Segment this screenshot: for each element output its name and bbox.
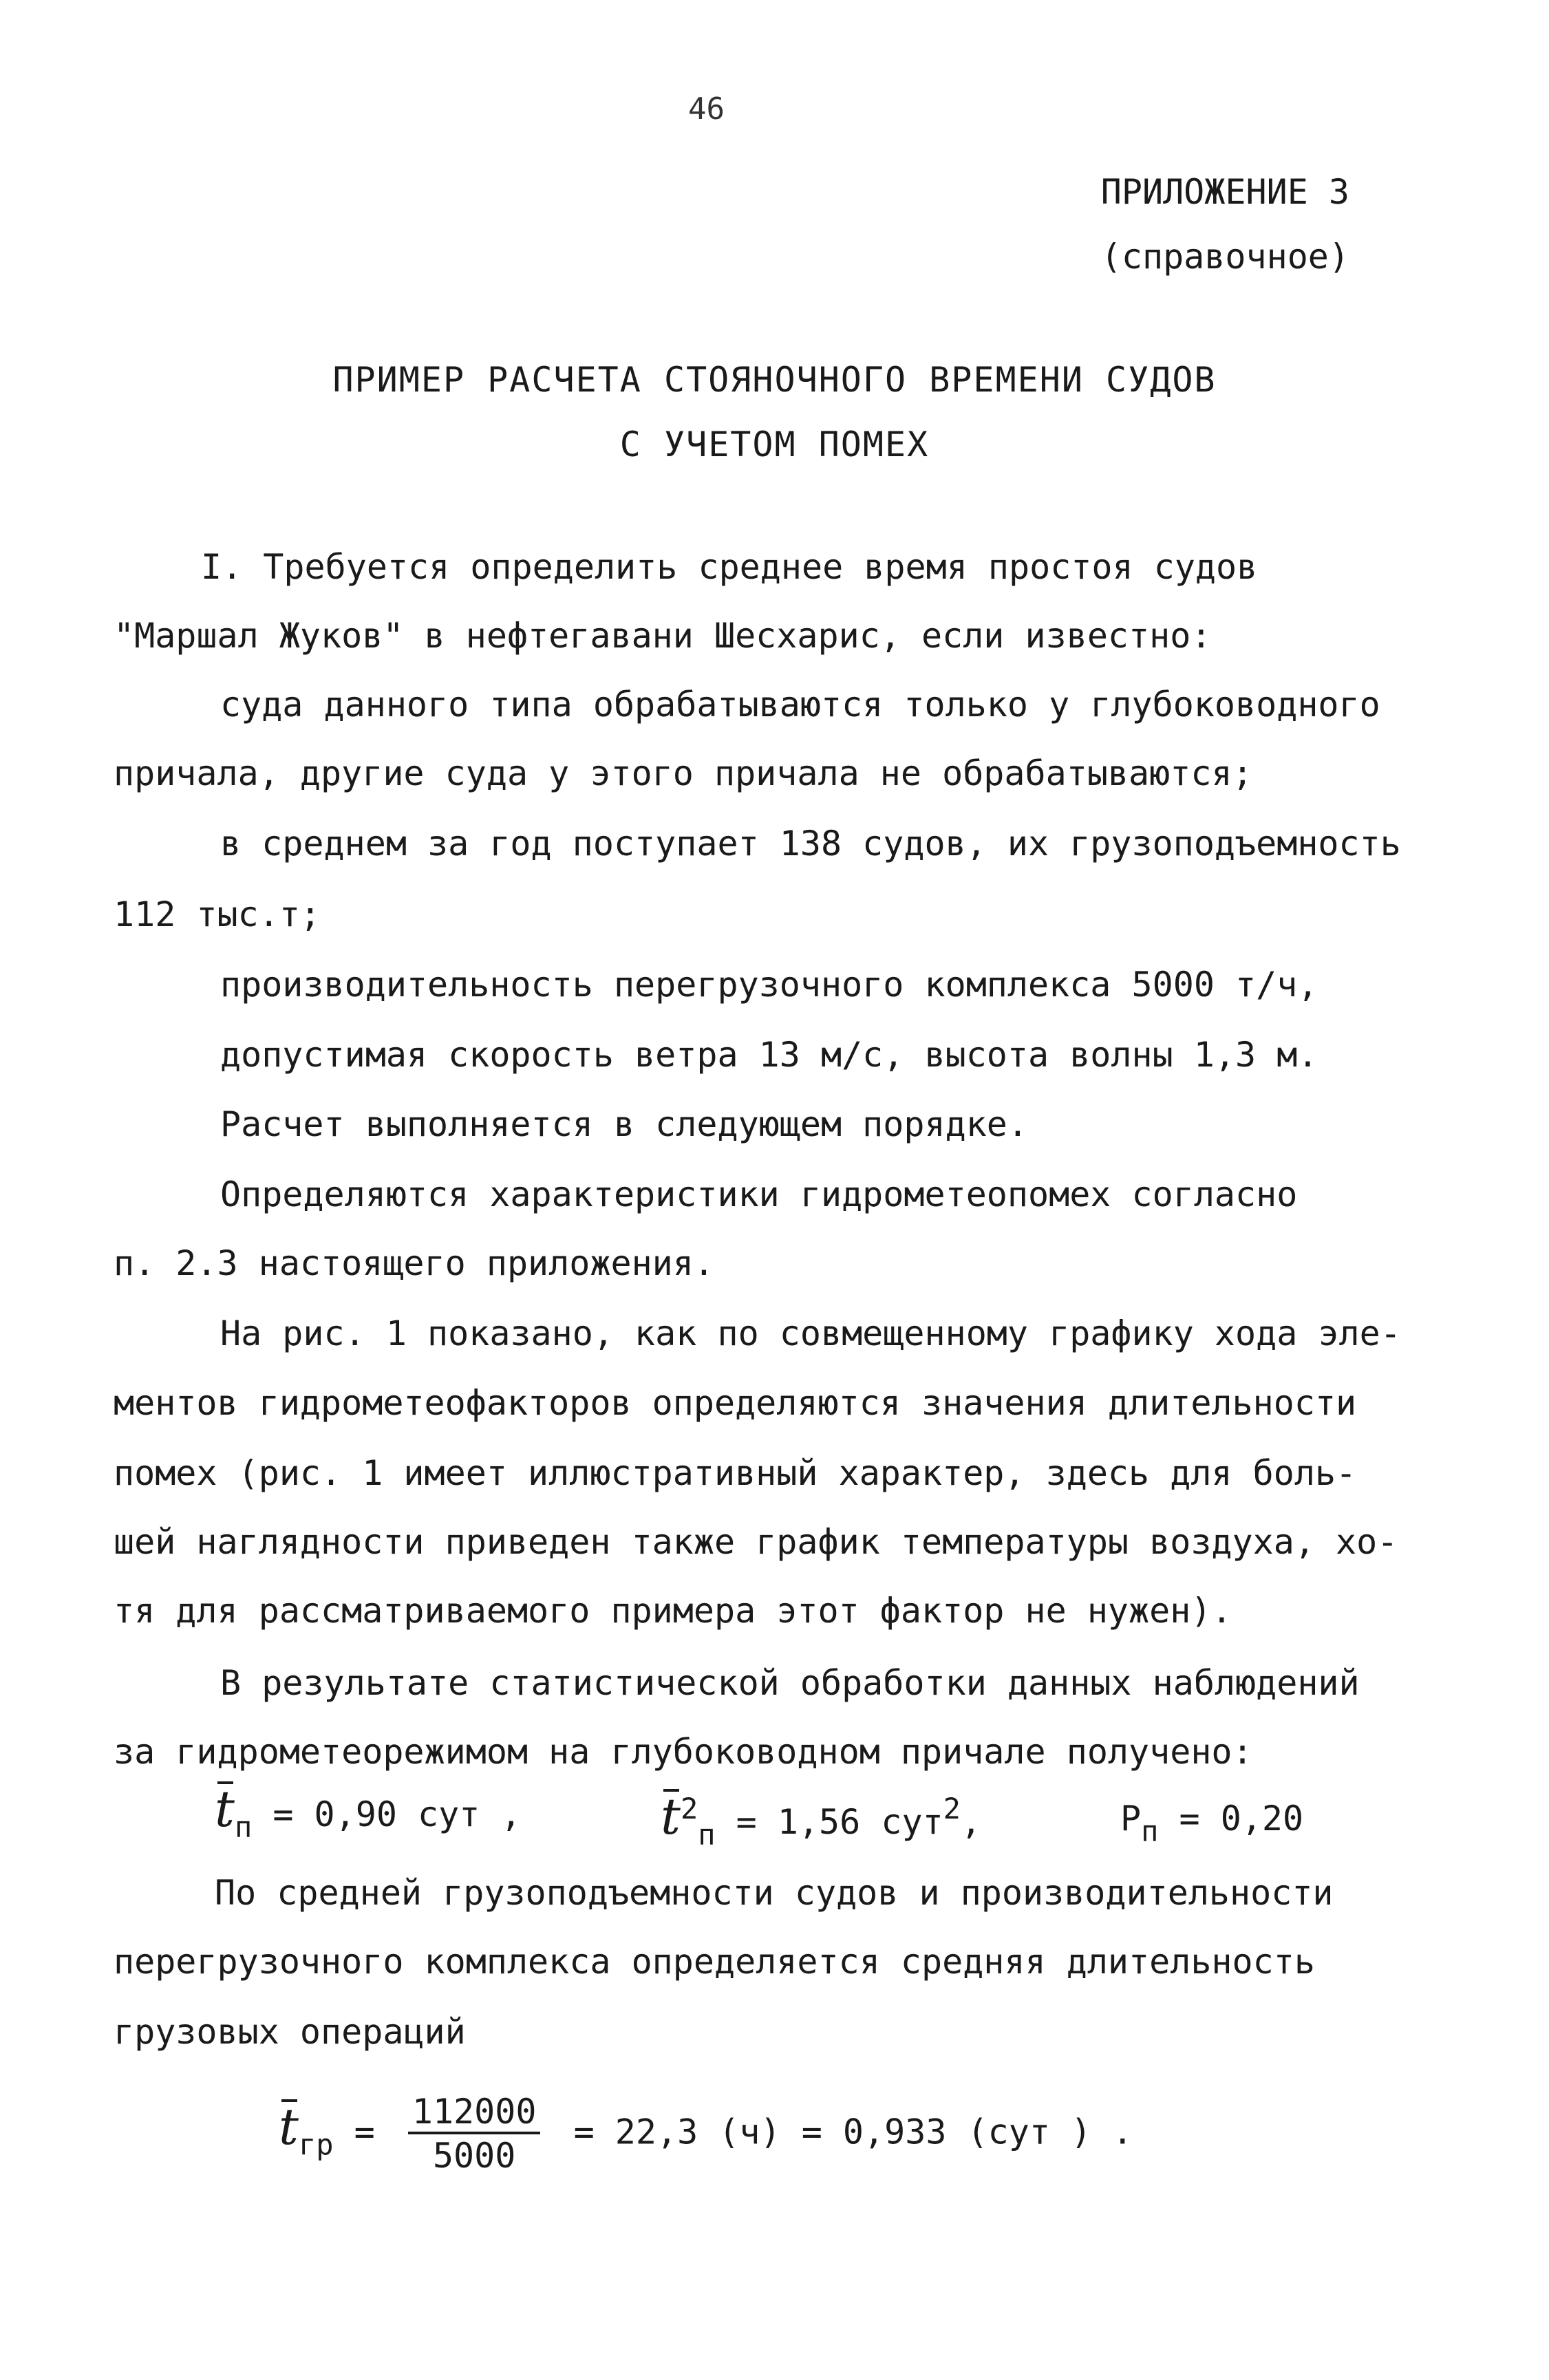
t-square-subscript: п — [698, 1818, 716, 1852]
formula-cargo-duration — [279, 2092, 1133, 2177]
t-cargo-symbol: t — [279, 2097, 299, 2156]
t-mean-symbol: t — [215, 1780, 235, 1838]
formula-equals: = — [354, 2112, 375, 2152]
text-line: По средней грузоподъемности судов и производительности — [215, 1873, 1334, 1913]
text-line: в среднем за год поступает 138 судов, их грузоподъемность — [220, 824, 1401, 864]
text-line: Расчет выполняется в следующем порядке. — [220, 1104, 1028, 1144]
fraction-numerator: 112000 — [408, 2092, 541, 2134]
text-line: суда данного типа обрабатываются только у глубоководного — [220, 685, 1380, 725]
text-line: На рис. 1 показано, как по совмещенному графику хода эле- — [220, 1314, 1401, 1353]
title-line-2: С УЧЕТОМ ПОМЕХ — [619, 425, 930, 464]
text-line: ментов гидрометеофакторов определяются значения длительности — [114, 1383, 1357, 1423]
document-title — [0, 347, 1549, 477]
text-line: причала, другие суда у этого причала не обрабатываются; — [114, 753, 1253, 793]
p-value: = 0,20 — [1179, 1799, 1304, 1838]
text-line: помех (рис. 1 имеет иллюстративный характер, здесь для боль- — [114, 1453, 1357, 1493]
text-line: производительность перегрузочного комплекса 5000 т/ч, — [220, 965, 1318, 1005]
text-line: допустимая скорость ветра 13 м/с, высота волны 1,3 м. — [220, 1035, 1318, 1075]
formula-result: = 22,3 (ч) = 0,933 (сут ) . — [573, 2112, 1133, 2152]
text-line: грузовых операций — [114, 2012, 466, 2052]
t-square-value: = 1,56 сут — [736, 1802, 943, 1842]
text-line: "Маршал Жуков" в нефтегавани Шесхарис, если известно: — [114, 616, 1212, 656]
text-line: 112 тыс.т; — [114, 894, 321, 934]
text-line: В результате статистической обработки данных наблюдений — [220, 1663, 1360, 1703]
formula-mean-square-duration — [661, 1788, 981, 1856]
fraction — [408, 2092, 541, 2177]
t-square-symbol: t — [661, 1788, 681, 1845]
t-square-unit-power: 2 — [943, 1792, 961, 1825]
title-line-1: ПРИМЕР РАСЧЕТА СТОЯНОЧНОГО ВРЕМЕНИ СУДОВ — [332, 360, 1217, 400]
t-square-tail: , — [960, 1802, 982, 1842]
t-mean-subscript: п — [234, 1810, 253, 1844]
t-mean-value: = 0,90 сут , — [273, 1794, 522, 1834]
p-symbol: P — [1120, 1799, 1142, 1838]
text-line: п. 2.3 настоящего приложения. — [114, 1243, 714, 1283]
appendix-label: ПРИЛОЖЕНИЕ 3 — [1100, 172, 1349, 212]
text-line: Определяются характеристики гидрометеопомех согласно — [220, 1175, 1298, 1214]
p-subscript: п — [1141, 1814, 1159, 1848]
text-line: перегрузочного комплекса определяется средняя длительность — [114, 1942, 1315, 1982]
fraction-denominator: 5000 — [432, 2136, 516, 2176]
appendix-note: (справочное) — [1100, 237, 1349, 277]
text-line: за гидрометеорежимом на глубоководном причале получено: — [114, 1732, 1253, 1772]
text-line: шей наглядности приведен также график температуры воздуха, хо- — [114, 1522, 1398, 1562]
appendix-header — [1101, 160, 1349, 289]
t-cargo-subscript: гр — [298, 2127, 334, 2162]
t-square-power: 2 — [680, 1792, 698, 1825]
page-number: 46 — [688, 92, 725, 127]
formula-mean-duration — [215, 1780, 522, 1849]
formula-probability — [1120, 1797, 1303, 1853]
text-line: I. Требуется определить среднее время простоя судов — [201, 547, 1258, 587]
text-line: тя для рассматриваемого примера этот фактор не нужен). — [114, 1591, 1232, 1631]
